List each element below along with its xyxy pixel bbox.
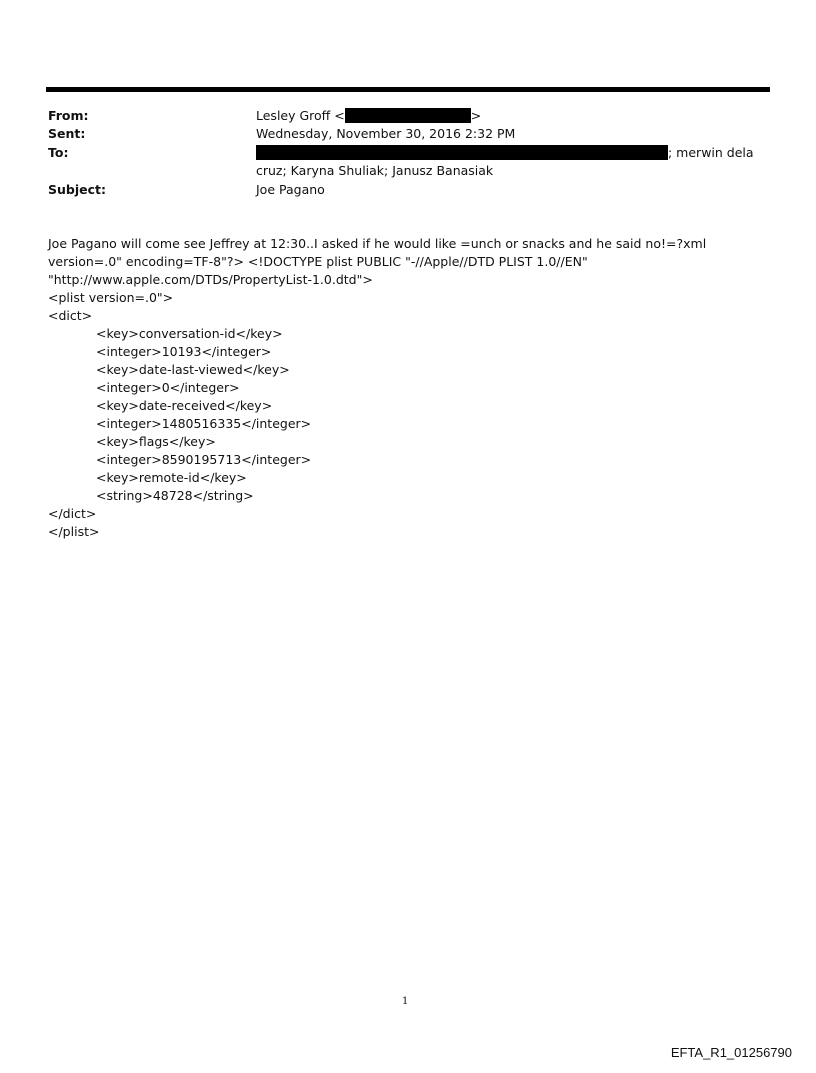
plist-entry: <key>remote-id</key> [96,470,247,485]
sent-value: Wednesday, November 30, 2016 2:32 PM [256,126,516,141]
plist-entry: <integer>10193</integer> [96,344,272,359]
plist-entry: <integer>8590195713</integer> [96,452,312,467]
plist-entry: <key>date-received</key> [96,398,273,413]
from-label: From: [48,108,89,123]
plist-entry: <integer>1480516335</integer> [96,416,312,431]
redaction-bar [256,145,668,160]
plist-entry: <string>48728</string> [96,488,254,503]
plist-entry: <key>date-last-viewed</key> [96,362,290,377]
plist-entry: <key>conversation-id</key> [96,326,283,341]
to-value-line2: cruz; Karyna Shuliak; Janusz Banasiak [256,163,494,178]
sent-label: Sent: [48,126,86,141]
from-value [256,108,481,124]
plist-open-line: <plist version=.0"> [48,290,174,305]
dict-open-line: <dict> [48,308,93,323]
plist-entry: <integer>0</integer> [96,380,240,395]
redaction-bar [345,108,471,123]
header-rule [46,87,770,92]
from-name: Lesley Groff < [256,108,345,123]
plist-entry: <key>flags</key> [96,434,216,449]
document-id: EFTA_R1_01256790 [670,1045,792,1060]
page-number: 1 [402,996,409,1007]
to-recipient-tail: ; merwin dela [668,145,754,160]
email-body [48,235,773,541]
to-label: To: [48,145,69,160]
plist-close-line: </plist> [48,524,100,539]
dict-close-line: </dict> [48,506,97,521]
subject-value: Joe Pagano [256,182,325,197]
from-bracket-close: > [470,108,482,123]
subject-label: Subject: [48,182,106,197]
body-paragraph: Joe Pagano will come see Jeffrey at 12:30..I asked if he would like =unch or snacks and he said no!=?xml version=.0" encoding=TF-8"?> <!DOCTYPE plist PUBLIC "-//Apple//DTD PLIST 1.0//EN" "http://www.apple.com/DTDs/PropertyList-1.0.dtd"> [48,236,707,287]
to-value-line1 [256,145,754,161]
